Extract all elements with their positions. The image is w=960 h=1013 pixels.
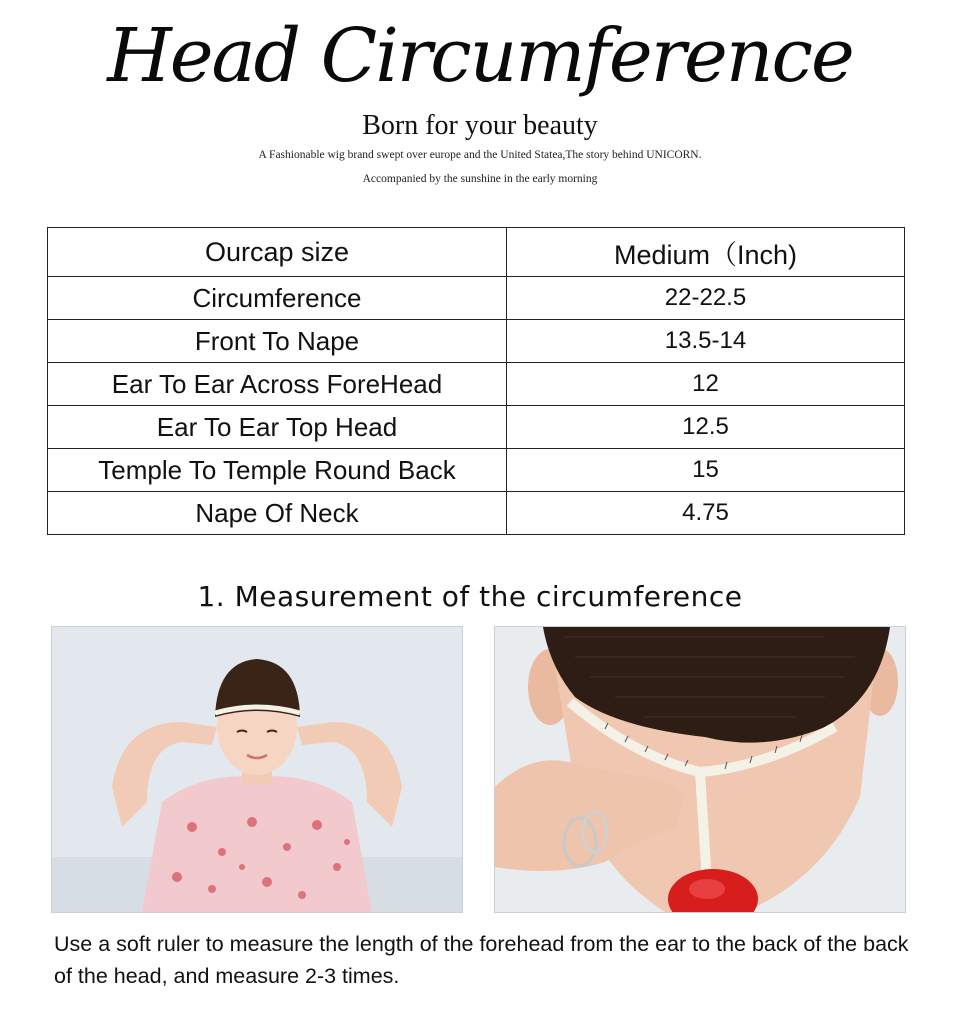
measurement-instructions: Use a soft ruler to measure the length of the forehead from the ear to the back of the back of the head, and measure 2-3 times. [54, 932, 909, 988]
row-label: Circumference [48, 277, 507, 320]
row-value: 13.5-14 [507, 320, 905, 363]
row-value: 4.75 [507, 492, 905, 535]
row-label: Ear To Ear Top Head [48, 406, 507, 449]
row-label: Front To Nape [48, 320, 507, 363]
page-title: Head Circumference [107, 13, 853, 99]
forehead-measure-photo [51, 626, 463, 913]
brand-tagline-2: Accompanied by the sunshine in the early morning [362, 173, 598, 185]
measurement-heading: 1. Measurement of the circumference [197, 580, 743, 613]
cap-size-table [47, 227, 905, 535]
brand-slogan: Born for your beauty [362, 110, 598, 141]
table-row [48, 320, 905, 363]
row-value: 15 [507, 449, 905, 492]
table-row [48, 277, 905, 320]
row-label: Temple To Temple Round Back [48, 449, 507, 492]
table-header-row [48, 228, 905, 277]
back-head-measure-photo [494, 626, 906, 913]
row-value: 12.5 [507, 406, 905, 449]
column-header-medium: Medium（Inch) [507, 228, 905, 277]
row-label: Nape Of Neck [48, 492, 507, 535]
row-label: Ear To Ear Across ForeHead [48, 363, 507, 406]
column-header-cap-size: Ourcap size [48, 228, 507, 277]
table-row [48, 363, 905, 406]
row-value: 22-22.5 [507, 277, 905, 320]
table-row [48, 406, 905, 449]
table-row [48, 492, 905, 535]
brand-tagline-1: A Fashionable wig brand swept over europe and the United Statea,The story behind UNICORN. [258, 149, 702, 161]
table-row [48, 449, 905, 492]
row-value: 12 [507, 363, 905, 406]
